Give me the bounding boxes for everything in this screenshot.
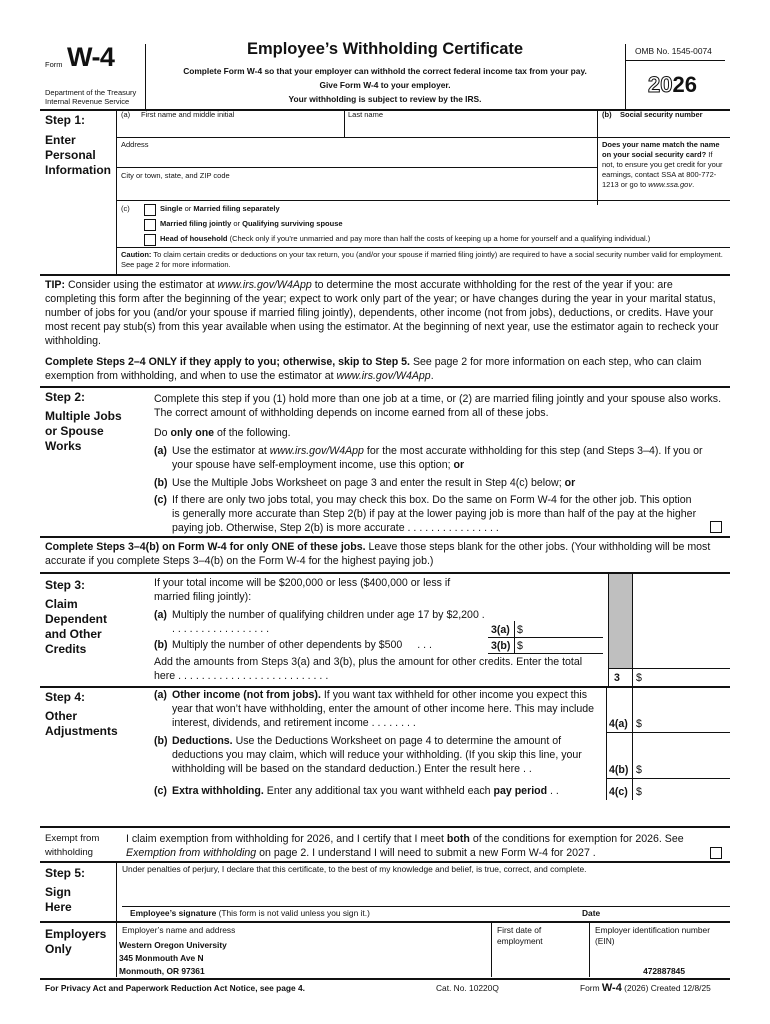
signature-label: Employee’s signature (This form is not valid unless you sign it.) [130, 908, 370, 918]
last-name-label: Last name [348, 110, 384, 119]
ein-value[interactable]: 472887845 [643, 966, 685, 976]
signature-field[interactable] [122, 878, 572, 904]
step3-label-line1: Claim [45, 597, 78, 611]
line-4b-input[interactable] [645, 762, 727, 777]
tax-year: 2026 [648, 72, 697, 97]
complete-steps-3-4b-note: Complete Steps 3–4(b) on Form W-4 for only ONE of these jobs. Leave those steps blank for the other jobs. (Your withholding will be most accurate if you complete Steps 3–4(b) on the Form W-4 for the highest paying job.) [45, 541, 711, 567]
line-3a-dollar: $ [517, 624, 523, 636]
step2-label-line1: Multiple Jobs [45, 409, 122, 423]
employer-street[interactable]: 345 Monmouth Ave N [119, 953, 204, 963]
line-4b-dollar: $ [636, 764, 642, 776]
form-subtitle-3: Your withholding is subject to review by the IRS. [288, 94, 482, 104]
step4-label-line2: Adjustments [45, 724, 118, 738]
form-title: Employee’s Withholding Certificate [246, 40, 524, 58]
line-3b-dollar: $ [517, 640, 523, 652]
step2a-tag: (a) [154, 445, 167, 457]
step2-do-one: Do only one of the following. [154, 427, 291, 439]
step4a-text: Other income (not from jobs). If you want tax withheld for other income you expect this year that won’t have withholding, enter the amount of other income here. This may include interest, dividends, and retirement income . . . . . . . . [172, 689, 595, 729]
first-name-label: First name and middle initial [141, 110, 235, 119]
line-4c-label: 4(c) [609, 786, 628, 798]
form-subtitle-2: Give Form W-4 to your employer. [319, 80, 451, 90]
filing-status-joint-checkbox[interactable] [144, 219, 156, 231]
step4-label-line1: Other [45, 709, 78, 723]
step4c-text: Extra withholding. Enter any additional tax you want withheld each pay period . . [172, 785, 559, 797]
step2-intro: Complete this step if you (1) hold more than one job at a time, or (2) are married filing jointly and your spouse also works. The correct amount of withholding depends on income earned from all of these jobs. [154, 393, 722, 419]
date-label: Date [582, 908, 601, 918]
line-4a-label: 4(a) [609, 718, 628, 730]
exempt-text: I claim exemption from withholding for 2026, and I certify that I meet both of the conditions for exemption for 2026. See Exemption from withholding on page 2. I understand I will need to submit a new Form W-4 for 2027 . [126, 833, 684, 859]
shaded-column [609, 574, 632, 668]
address-label: Address [121, 140, 149, 149]
ssn-note: Does your name match the name on your social security card? If not, to ensure you get credit for your earnings, contact SSA at 800-772-1213 or go to www.ssa.gov. [602, 140, 723, 189]
step2-label: Step 2: [45, 390, 86, 404]
ein-label: Employer identification number (EIN) [595, 925, 710, 946]
step3b-tag: (b) [154, 639, 168, 651]
step4a-tag: (a) [154, 689, 167, 701]
employers-label-line2: Only [45, 942, 72, 956]
step4-label: Step 4: [45, 690, 86, 704]
step2a-text: Use the estimator at www.irs.gov/W4App for the most accurate withholding for this step (and Steps 3–4). If you or your spouse have self-employment income, use this option; or [172, 445, 703, 471]
line-3a-label: 3(a) [491, 624, 510, 636]
step3a-tag: (a) [154, 609, 167, 621]
step3-label: Step 3: [45, 578, 86, 592]
last-name-input[interactable] [348, 120, 594, 136]
employer-city[interactable]: Monmouth, OR 97361 [119, 966, 205, 976]
line-3-input[interactable] [645, 669, 727, 685]
step3-intro: If your total income will be $200,000 or less ($400,000 or less if married filing jointly): [154, 577, 451, 603]
step1a-tag: (a) [121, 110, 131, 119]
step4b-text: Deductions. Use the Deductions Worksheet on page 4 to determine the amount of deductions you may claim, which will reduce your withholding. (If you skip this line, your withholding will be based on the standard deduction.) Enter the result here . . [172, 735, 582, 775]
ssn-label: Social security number [620, 110, 703, 119]
cat-number: Cat. No. 10220Q [436, 983, 499, 993]
step5-label-line2: Here [45, 900, 72, 914]
perjury-statement: Under penalties of perjury, I declare that this certificate, to the best of my knowledge and belief, is true, correct, and complete. [122, 864, 587, 874]
step1-label: Step 1: [45, 113, 86, 127]
filing-status-single-checkbox[interactable] [144, 204, 156, 216]
privacy-notice: For Privacy Act and Paperwork Reduction Act Notice, see page 4. [45, 983, 306, 993]
line-4b-label: 4(b) [609, 764, 629, 776]
first-date-input[interactable] [497, 950, 582, 974]
filing-status-hoh-checkbox[interactable] [144, 234, 156, 246]
step3-label-line2: Dependent [45, 612, 108, 626]
dept-line1: Department of the Treasury [45, 88, 137, 97]
footer-form-id: Form W-4 (2026) Created 12/8/25 [580, 982, 711, 994]
form-word: Form [45, 60, 63, 69]
step2-label-line3: Works [45, 439, 82, 453]
line-4a-input[interactable] [645, 716, 727, 731]
step3a-text: Multiply the number of qualifying children under age 17 by $2,200 . . . . . . . . . . . . . . . . . . [172, 609, 485, 635]
step2c-text: If there are only two jobs total, you may check this box. Do the same on Form W-4 for the other job. This option is generally more accurate than Step 2(b) if pay at the lower paying job is more than half of the pay at the higher paying job. Otherwise, Step 2(b) is more accurate . . . . . . . . . . . . . . . . [172, 494, 697, 534]
line-4c-input[interactable] [645, 783, 727, 798]
step2c-tag: (c) [154, 494, 167, 506]
form-subtitle-1: Complete Form W-4 so that your employer can withhold the correct federal income tax from your pay. [183, 66, 587, 76]
filing-status-joint-label: Married filing jointly or Qualifying surviving spouse [160, 219, 343, 228]
step2b-tag: (b) [154, 477, 168, 489]
step3-label-line3: and Other [45, 627, 102, 641]
step1-caution: Caution: To claim certain credits or deductions on your tax return, you (and/or your spouse if married filing jointly) are required to have a social security number valid for employment. See page 2 for more information. [121, 250, 723, 269]
line-4a-dollar: $ [636, 718, 642, 730]
filing-status-single-label: Single or Married filing separately [160, 204, 280, 213]
exempt-label-line1: Exempt from [45, 833, 100, 844]
address-input[interactable] [120, 150, 594, 167]
line-3a-input[interactable] [524, 622, 600, 636]
line-3-dollar: $ [636, 672, 642, 684]
employer-name[interactable]: Western Oregon University [119, 940, 227, 950]
exempt-checkbox[interactable] [710, 847, 722, 859]
dept-line2: Internal Revenue Service [45, 97, 130, 106]
line-4c-dollar: $ [636, 786, 642, 798]
two-jobs-checkbox[interactable] [710, 521, 722, 533]
step3-label-line4: Credits [45, 642, 87, 656]
first-name-input[interactable] [120, 120, 342, 136]
step5-label-line1: Sign [45, 885, 71, 899]
step1-label-line1: Enter [45, 133, 76, 147]
employers-label-line1: Employers [45, 927, 107, 941]
omb-number: OMB No. 1545-0074 [635, 46, 712, 56]
first-date-label: First date of employment [497, 925, 543, 946]
employer-name-label: Employer’s name and address [122, 925, 236, 935]
city-label: City or town, state, and ZIP code [121, 171, 230, 180]
step1-label-line2: Personal [45, 148, 96, 162]
step1-label-line3: Information [45, 163, 111, 177]
form-number: W-4 [67, 42, 115, 72]
step3-total-text: Add the amounts from Steps 3(a) and 3(b), plus the amount for other credits. Enter the total here . . . . . . . . . . . . . . . . . . . . . . . . . . [154, 656, 583, 682]
step5-label: Step 5: [45, 866, 86, 880]
line-3b-label: 3(b) [491, 640, 511, 652]
step2-label-line2: or Spouse [45, 424, 104, 438]
date-field[interactable] [582, 878, 727, 904]
step4b-tag: (b) [154, 735, 168, 747]
step3b-text: Multiply the number of other dependents by $500 . . . [172, 639, 432, 651]
line-3-label: 3 [614, 672, 620, 684]
step4c-tag: (c) [154, 785, 167, 797]
ssn-input[interactable] [602, 120, 726, 136]
city-input[interactable] [120, 181, 594, 198]
step2b-text: Use the Multiple Jobs Worksheet on page 3 and enter the result in Step 4(c) below; or [172, 477, 576, 489]
filing-status-hoh-label: Head of household (Check only if you’re unmarried and pay more than half the costs of keeping up a home for yourself and a qualifying individual.) [160, 234, 651, 243]
complete-steps-2-4-note: Complete Steps 2–4 ONLY if they apply to you; otherwise, skip to Step 5. See page 2 for more information on each step, who can claim exemption from withholding, and when to use the estimator at www.irs.gov/W4App. [45, 356, 702, 382]
step1c-tag: (c) [121, 204, 130, 213]
tip-paragraph: TIP: Consider using the estimator at www.irs.gov/W4App to determine the most accurate withholding for the rest of the year if you: are completing this form after the beginning of the year; expect to work only part of the year; or have changes during the year in your marital status, number of jobs for you (and/or your spouse if married filing jointly), dependents, other income (not from jobs), deductions, or credits. Have your most recent pay stub(s) from this year available when using the estimator. At the beginning of next year, use the estimator again to recheck your withholding. [45, 279, 719, 347]
line-3b-input[interactable] [524, 638, 600, 652]
step1b-tag: (b) [602, 110, 612, 119]
exempt-label-line2: withholding [45, 847, 94, 858]
